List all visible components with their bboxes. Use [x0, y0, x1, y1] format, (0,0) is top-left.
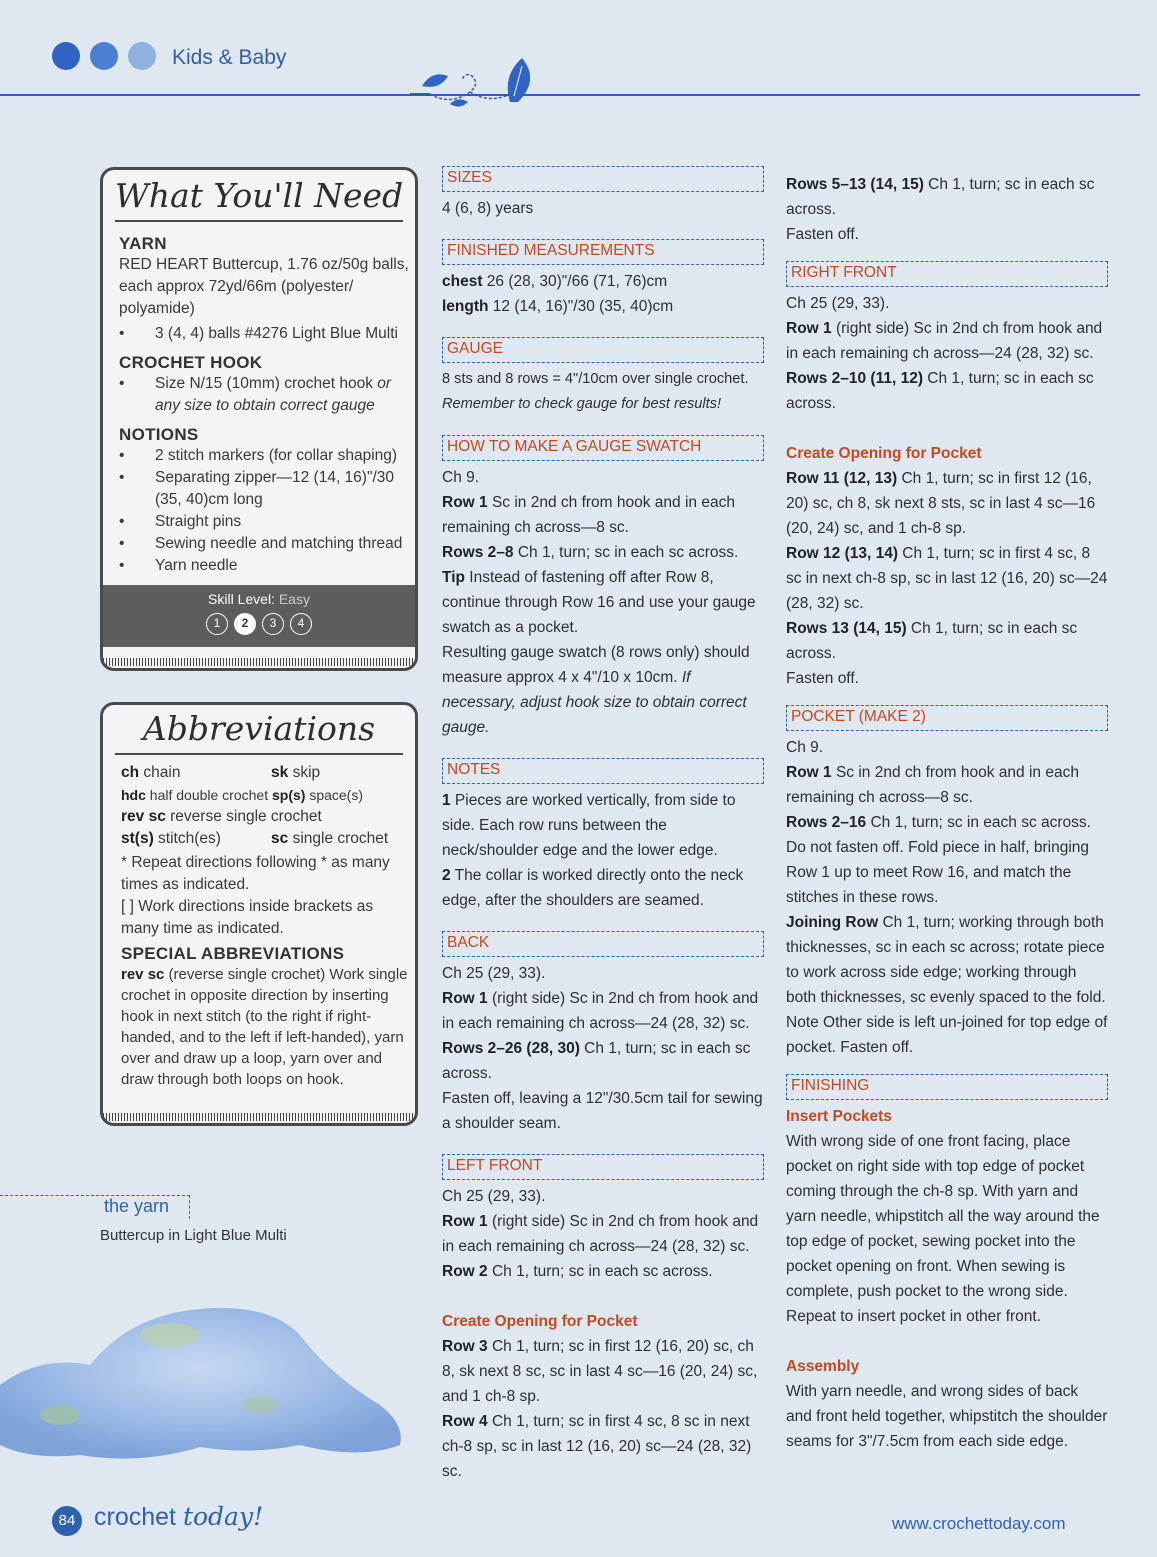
value: Ch 1, turn; sc in each sc across.	[442, 1040, 751, 1082]
insert-pockets-text: With wrong side of one front facing, place pocket on right side with top edge of pocket coming through the ch-8 sp. With yarn and yarn needle, whipstitch all the way around the top edge of pocket, sewing pocket into the pocket opening on front. When sewing is complete, push pocket to the wrong side. Repeat to insert pocket in other front.	[786, 1133, 1100, 1325]
section-title: Kids & Baby	[172, 46, 287, 69]
swatch-tip	[442, 565, 764, 640]
abbr-key: sc	[271, 830, 289, 847]
label: Row 1	[786, 764, 832, 781]
abbr-value: single crochet	[292, 830, 389, 847]
title-divider	[115, 220, 403, 222]
label: Rows 2–10 (11, 12)	[786, 370, 923, 387]
heading-text: RIGHT FRONT	[791, 264, 901, 281]
lf-row-1	[442, 1209, 764, 1259]
rf-chain: Ch 25 (29, 33).	[786, 295, 890, 312]
lf-pocket-heading: Create Opening for Pocket	[442, 1313, 638, 1330]
heading-text: SIZES	[447, 169, 496, 186]
value: Instead of fastening off after Row 8, continue through Row 16 and use your gauge swatch as a pocket.	[442, 569, 756, 636]
abbr-row	[121, 806, 411, 828]
skill-level-circles	[103, 613, 415, 635]
pocket-chain: Ch 9.	[786, 739, 824, 756]
label: Row 1	[786, 320, 832, 337]
label: chest	[442, 273, 483, 290]
assembly-heading: Assembly	[786, 1358, 860, 1375]
value: Ch 1, turn; sc in each sc across.	[786, 620, 1078, 662]
hook-item-main: Size N/15 (10mm) crochet hook	[155, 375, 378, 392]
yarn-heading: YARN	[119, 234, 167, 253]
section-heading-finished	[442, 239, 764, 265]
label: Rows 13 (14, 15)	[786, 620, 907, 637]
value: The collar is worked directly onto the neck edge, after the shoulders are seamed.	[442, 867, 744, 909]
label: Rows 2–16	[786, 814, 867, 831]
chest-line	[442, 269, 764, 294]
gauge-note: Remember to check gauge for best results!	[442, 396, 722, 412]
insert-pockets-heading: Insert Pockets	[786, 1108, 892, 1125]
section-heading-pocket	[786, 705, 1108, 731]
section-heading-back	[442, 931, 764, 957]
rf-rows-5-13	[786, 172, 1108, 222]
heading-text: LEFT FRONT	[447, 1157, 546, 1174]
skill-circle: 4	[290, 613, 312, 635]
heading-text: FINISHED MEASUREMENTS	[447, 242, 659, 259]
label: Row 1	[442, 990, 488, 1007]
pocket-rows-2-16	[786, 810, 1108, 910]
value: Sc in 2nd ch from hook and in each remaining ch across—8 sc.	[786, 764, 1079, 806]
abbr-key: sp(s)	[271, 787, 306, 803]
value: Ch 1, turn; sc in first 4 sc, 8 sc in next ch-8 sp, sc in last 12 (16, 20) sc—24 (28, 32) sc.	[442, 1413, 752, 1480]
heading-text: POCKET (MAKE 2)	[791, 708, 930, 725]
label: Rows 2–8	[442, 544, 514, 561]
yarn-photo	[0, 1295, 410, 1465]
value: Pieces are worked vertically, from side to side. Each row runs between the neck/shoulder edge and the lower edge.	[442, 792, 736, 859]
abbreviations-box	[100, 702, 418, 1126]
abbr-value: space(s)	[309, 787, 364, 803]
what-you-need-title: What You'll Need	[114, 176, 404, 215]
label: Row 4	[442, 1413, 488, 1430]
value: Resulting gauge swatch (8 rows only) should measure approx 4 x 4"/10 x 10cm.	[442, 644, 750, 686]
label: 2	[442, 867, 451, 884]
section-heading-right-front	[786, 261, 1108, 287]
section-heading-swatch	[442, 435, 764, 461]
skill-level-text	[103, 591, 415, 607]
pocket-row-1	[786, 760, 1108, 810]
abbr-value: reverse single crochet	[170, 808, 322, 825]
skill-circle: 1	[206, 613, 228, 635]
section-heading-finishing	[786, 1074, 1108, 1100]
notion-item: • 2 stitch markers (for collar shaping)	[119, 445, 409, 467]
label: 1	[442, 792, 451, 809]
value-italic: If necessary, adjust hook size to obtain correct gauge.	[442, 669, 747, 736]
fasten-off: Fasten off.	[786, 226, 859, 243]
abbr-row	[121, 828, 411, 850]
rf-rows-13	[786, 616, 1108, 666]
label: Row 1	[442, 494, 488, 511]
value: Ch 1, turn; sc in first 4 sc, 8 sc in next ch-8 sp, sc in last 12 (16, 20) sc—24 (28, 32) sc.	[786, 545, 1108, 612]
abbr-content	[121, 762, 411, 1090]
skill-level-bar	[103, 585, 415, 647]
value: Ch 1, turn; sc in first 12 (16, 20) sc, ch 8, sk next 8 sts, sc in last 4 sc—16 (20, 24) sc, and 1 ch-8 sp.	[786, 470, 1096, 537]
abbr-value: skip	[292, 764, 321, 781]
value: (right side) Sc in 2nd ch from hook and in each remaining ch across—24 (28, 32) sc.	[786, 320, 1103, 362]
section-heading-gauge	[442, 337, 764, 363]
special-abbr-text	[121, 964, 411, 1090]
heading-text: GAUGE	[447, 340, 507, 357]
special-abbr-key: rev sc	[121, 966, 165, 983]
hook-item-alt: or any size to obtain correct gauge	[155, 375, 392, 414]
value: (right side) Sc in 2nd ch from hook and in each remaining ch across—24 (28, 32) sc.	[442, 990, 759, 1032]
skill-circle: 3	[262, 613, 284, 635]
label: Row 1	[442, 1213, 488, 1230]
note-1	[442, 788, 764, 863]
column-3	[786, 172, 1108, 1454]
abbr-value: half double crochet	[149, 787, 269, 803]
label: Rows 2–26 (28, 30)	[442, 1040, 580, 1057]
skill-circle-selected: 2	[234, 613, 256, 635]
title-divider	[115, 753, 403, 755]
header-dot-3	[128, 42, 156, 70]
special-abbr-desc: (reverse single crochet) Work single crochet in opposite direction by inserting hook in next stitch (to the right if right-handed, and to the left if left-handed), yarn over and draw up a loop, yarn over and draw through both loops on hook.	[121, 966, 408, 1088]
label: Tip	[442, 569, 465, 586]
yarn-text: RED HEART Buttercup, 1.76 oz/50g balls, each approx 72yd/66m (polyester/ polyamide)	[119, 256, 409, 317]
skill-label: Skill Level:	[208, 591, 275, 607]
notions-heading: NOTIONS	[119, 425, 199, 444]
gauge-text: 8 sts and 8 rows = 4"/10cm over single crochet.	[442, 371, 749, 387]
value: Ch 1, turn; sc in each sc across.	[513, 544, 739, 561]
value: 26 (28, 30)"/66 (71, 76)cm	[482, 273, 668, 290]
section-heading-sizes	[442, 166, 764, 192]
swatch-row-1	[442, 490, 764, 540]
hatch-border	[103, 658, 415, 666]
label: Row 11 (12, 13)	[786, 470, 898, 487]
abbr-row	[121, 762, 411, 784]
notion-item: • Separating zipper—12 (14, 16)"/30 (35, 40)cm long	[119, 467, 409, 511]
yarn-caption: Buttercup in Light Blue Multi	[100, 1227, 287, 1244]
value: Sc in 2nd ch from hook and in each remaining ch across—8 sc.	[442, 494, 735, 536]
rf-row-11	[786, 466, 1108, 541]
hook-item	[119, 373, 409, 417]
abbr-row	[121, 784, 411, 806]
value: (right side) Sc in 2nd ch from hook and in each remaining ch across—24 (28, 32) sc.	[442, 1213, 759, 1255]
value: Ch 1, turn; sc in each sc across.	[786, 176, 1095, 218]
value: Ch 1, turn; working through both thicknesses, sc in each sc across; rotate piece to work across side edge; working through both thicknesses, sc evenly spaced to the fold. Note Other side is left un-joined for top edge of pocket. Fasten off.	[786, 914, 1108, 1056]
abbr-value: chain	[143, 764, 181, 781]
rf-row-12	[786, 541, 1108, 616]
leaf-vine-icon	[410, 56, 560, 116]
pocket-joining-row	[786, 910, 1108, 1060]
abbr-key: st(s)	[121, 830, 154, 847]
column-2	[442, 156, 764, 1484]
label: Row 3	[442, 1338, 488, 1355]
magazine-title-b: today!	[182, 1502, 264, 1531]
label: Row 2	[442, 1263, 488, 1280]
lf-chain: Ch 25 (29, 33).	[442, 1188, 546, 1205]
section-heading-notes	[442, 758, 764, 784]
sizes-text: 4 (6, 8) years	[442, 200, 534, 217]
note-2	[442, 863, 764, 913]
abbr-value: stitch(es)	[158, 830, 221, 847]
back-rows-2-26	[442, 1036, 764, 1086]
value: Ch 1, turn; sc in each sc across.	[487, 1263, 713, 1280]
notion-item: • Straight pins	[119, 511, 409, 533]
value: Ch 1, turn; sc in first 12 (16, 20) sc, ch 8, sk next 8 sc, sc in last 4 sc—16 (20, 24) sc, and 1 ch-8 sp.	[442, 1338, 758, 1405]
header-dot-1	[52, 42, 80, 70]
abbreviations-title: Abbreviations	[142, 709, 376, 748]
bracket-note: [ ] Work directions inside brackets as many time as indicated.	[121, 898, 374, 937]
back-chain: Ch 25 (29, 33).	[442, 965, 546, 982]
page-number: 84	[52, 1506, 82, 1536]
hatch-border	[103, 1113, 415, 1121]
label: Joining Row	[786, 914, 879, 931]
abbr-key: hdc	[121, 787, 146, 803]
yarn-tag-label: the yarn	[100, 1196, 173, 1217]
swatch-rows-2-8	[442, 540, 764, 565]
notion-item: • Yarn needle	[119, 555, 409, 577]
magazine-title	[94, 1502, 263, 1532]
assembly-text: With yarn needle, and wrong sides of back and front held together, whipstitch the shoulder seams for 3"/7.5cm from each side edge.	[786, 1383, 1108, 1450]
lf-row-3	[442, 1334, 764, 1409]
abbr-key: rev sc	[121, 808, 166, 825]
label: length	[442, 298, 489, 315]
header-dot-2	[90, 42, 118, 70]
need-content	[119, 228, 409, 577]
rf-row-1	[786, 316, 1108, 366]
back-row-1	[442, 986, 764, 1036]
label: Rows 5–13 (14, 15)	[786, 176, 924, 193]
header-rule	[0, 94, 1140, 96]
what-you-need-box	[100, 167, 418, 671]
length-line	[442, 294, 764, 319]
abbr-key: sk	[271, 764, 289, 781]
fasten-off: Fasten off.	[786, 670, 859, 687]
special-abbr-heading: SPECIAL ABBREVIATIONS	[121, 944, 345, 963]
lf-row-2	[442, 1259, 764, 1284]
abbr-key: ch	[121, 764, 140, 781]
hook-heading: CROCHET HOOK	[119, 353, 263, 372]
back-fasten: Fasten off, leaving a 12"/30.5cm tail for sewing a shoulder seam.	[442, 1090, 763, 1132]
website-link[interactable]: www.crochettoday.com	[892, 1514, 1066, 1533]
repeat-note: * Repeat directions following * as many times as indicated.	[121, 854, 390, 893]
magazine-title-a: crochet	[94, 1503, 183, 1531]
value: Ch 1, turn; sc in each sc across. Do not fasten off. Fold piece in half, bringing Row 1 up to meet Row 16, and match the stitches in these rows.	[786, 814, 1091, 906]
swatch-chain: Ch 9.	[442, 469, 480, 486]
lf-row-4	[442, 1409, 764, 1484]
yarn-item: • 3 (4, 4) balls #4276 Light Blue Multi	[119, 323, 409, 345]
heading-text: BACK	[447, 934, 493, 951]
value: 12 (14, 16)"/30 (35, 40)cm	[488, 298, 674, 315]
swatch-result	[442, 640, 764, 740]
rf-rows-2-10	[786, 366, 1108, 416]
heading-text: HOW TO MAKE A GAUGE SWATCH	[447, 438, 705, 455]
value: Ch 1, turn; sc in each sc across.	[786, 370, 1094, 412]
section-heading-left-front	[442, 1154, 764, 1180]
skill-value: Easy	[278, 591, 310, 607]
notion-item: • Sewing needle and matching thread	[119, 533, 409, 555]
rf-pocket-heading: Create Opening for Pocket	[786, 445, 982, 462]
heading-text: FINISHING	[791, 1077, 873, 1094]
label: Row 12 (13, 14)	[786, 545, 898, 562]
heading-text: NOTES	[447, 761, 504, 778]
